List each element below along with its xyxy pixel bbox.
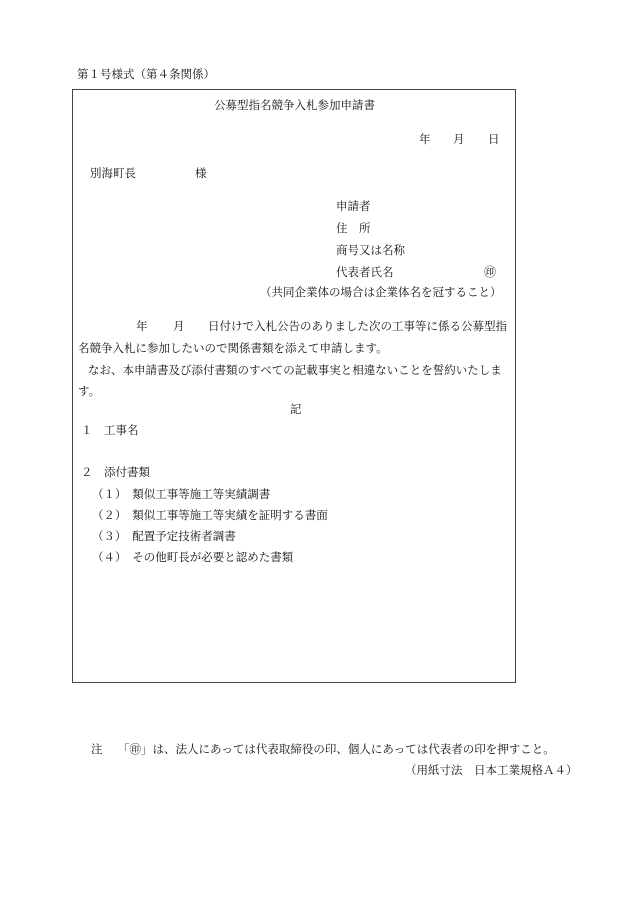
date-month-label: 月	[453, 132, 465, 146]
addressee-name: 別海町長	[90, 166, 136, 180]
applicant-company-label: 商号又は名称	[336, 243, 405, 257]
addressee-honorific: 様	[195, 166, 207, 180]
applicant-address-label: 住 所	[336, 221, 371, 235]
date-day-label: 日	[488, 132, 500, 146]
seal-mark: ㊞	[484, 265, 497, 279]
form-frame	[72, 89, 516, 683]
body-paragraph-1-line-2: 名競争入札に参加したいので関係書類を添えて申請します。	[78, 341, 388, 355]
jv-note: （共同企業体の場合は企業体名を冠すること）	[260, 285, 502, 299]
footer-note-text: 「㊞」は、法人にあっては代表取締役の印、個人にあっては代表者の印を押すこと。	[118, 742, 555, 756]
date-year-label: 年	[419, 132, 431, 146]
attachment-item-1: （１） 類似工事等施工等実績調書	[92, 487, 271, 501]
attachment-item-4: （４） その他町長が必要と認めた書類	[92, 550, 294, 564]
body-date-month: 月	[173, 319, 185, 333]
item-attachments: ２ 添付書類	[81, 465, 150, 479]
item-project-name: １ 工事名	[81, 423, 139, 437]
attachment-item-2: （２） 類似工事等施工等実績を証明する書面	[92, 508, 328, 522]
attachment-item-3: （３） 配置予定技術者調書	[92, 529, 236, 543]
body-paragraph-2-line-2: す。	[78, 384, 101, 398]
ki-heading: 記	[290, 402, 302, 416]
form-title: 公募型指名競争入札参加申請書	[214, 98, 375, 112]
applicant-rep-label: 代表者氏名	[336, 265, 394, 279]
body-paragraph-1-line-1: 日付けで入札公告のありました次の工事等に係る公募型指	[208, 319, 507, 333]
applicant-label: 申請者	[336, 199, 371, 213]
paper-size-note: （用紙寸法 日本工業規格Ａ４）	[405, 763, 578, 777]
form-number: 第１号様式（第４条関係）	[77, 67, 215, 81]
body-date-year: 年	[136, 319, 148, 333]
footer-note-label: 注	[91, 742, 103, 756]
body-paragraph-2-line-1: なお、本申請書及び添付書類のすべての記載事実と相違ないことを誓約いたしま	[88, 363, 502, 377]
